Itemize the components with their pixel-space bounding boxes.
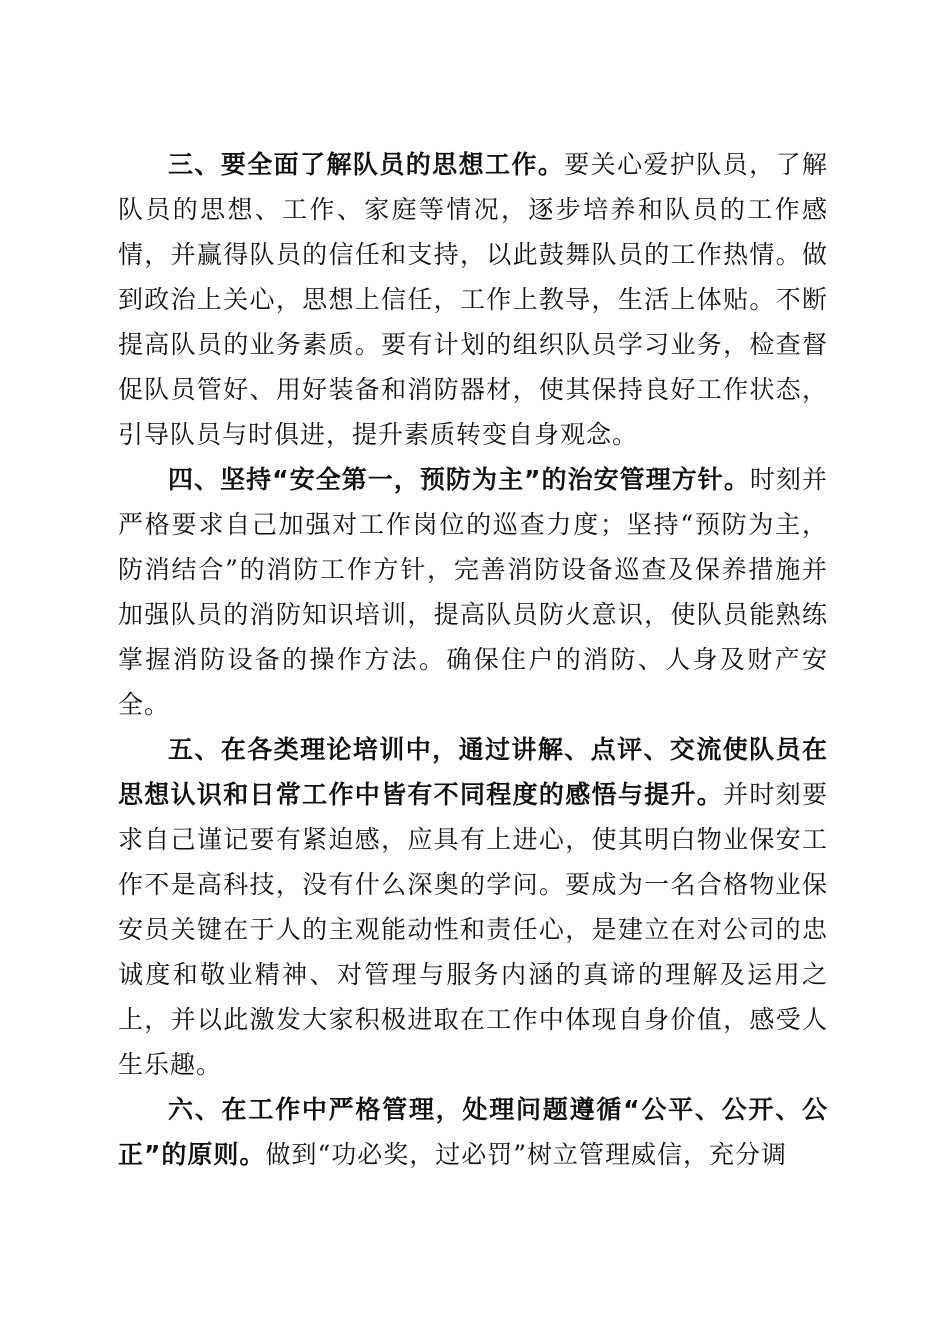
paragraph-3 (118, 142, 828, 457)
paragraph-6 (118, 1087, 828, 1177)
paragraph-4-heading: 四、坚持“安全第一，预防为主”的治安管理方针。 (168, 465, 750, 494)
paragraph-5-body: 并时刻要求自己谨记要有紧迫感，应具有上进心，使其明白物业保安工作不是高科技，没有什么深奥的学问。要成为一名合格物业保安员关键在于人的主观能动性和责任心，是建立在对公司的忠诚度和敬业精神、对管理与服务内涵的真谛的理解及运用之上，并以此激发大家积极进取在工作中体现自身价值，感受人生乐趣。 (118, 780, 828, 1079)
paragraph-6-body: 做到“功必奖，过必罚”树立管理威信，充分调 (265, 1140, 788, 1169)
paragraph-4 (118, 457, 828, 727)
paragraph-5-heading: 五、在各类理论培训中，通过讲解、点评、交流使队员在思想认识和日常工作中皆有不同程度的感悟与提升。 (118, 735, 828, 809)
paragraph-5 (118, 727, 828, 1087)
paragraph-3-heading: 三、要全面了解队员的思想工作。 (168, 150, 565, 179)
paragraph-4-body: 时刻并严格要求自己加强对工作岗位的巡查力度；坚持“预防为主，防消结合”的消防工作方针，完善消防设备巡查及保养措施并加强队员的消防知识培训，提高队员防火意识，使队员能熟练掌握消防设备的操作方法。确保住户的消防、人身及财产安全。 (118, 465, 828, 719)
document-page (118, 142, 828, 1177)
paragraph-6-heading: 六、在工作中严格管理，处理问题遵循“公平、公开、公正”的原则。 (118, 1095, 828, 1169)
paragraph-3-body: 要关心爱护队员，了解队员的思想、工作、家庭等情况，逐步培养和队员的工作感情，并赢得队员的信任和支持，以此鼓舞队员的工作热情。做到政治上关心，思想上信任，工作上教导，生活上体贴。不断提高队员的业务素质。要有计划的组织队员学习业务，检查督促队员管好、用好装备和消防器材，使其保持良好工作状态，引导队员与时俱进，提升素质转变自身观念。 (118, 150, 828, 449)
